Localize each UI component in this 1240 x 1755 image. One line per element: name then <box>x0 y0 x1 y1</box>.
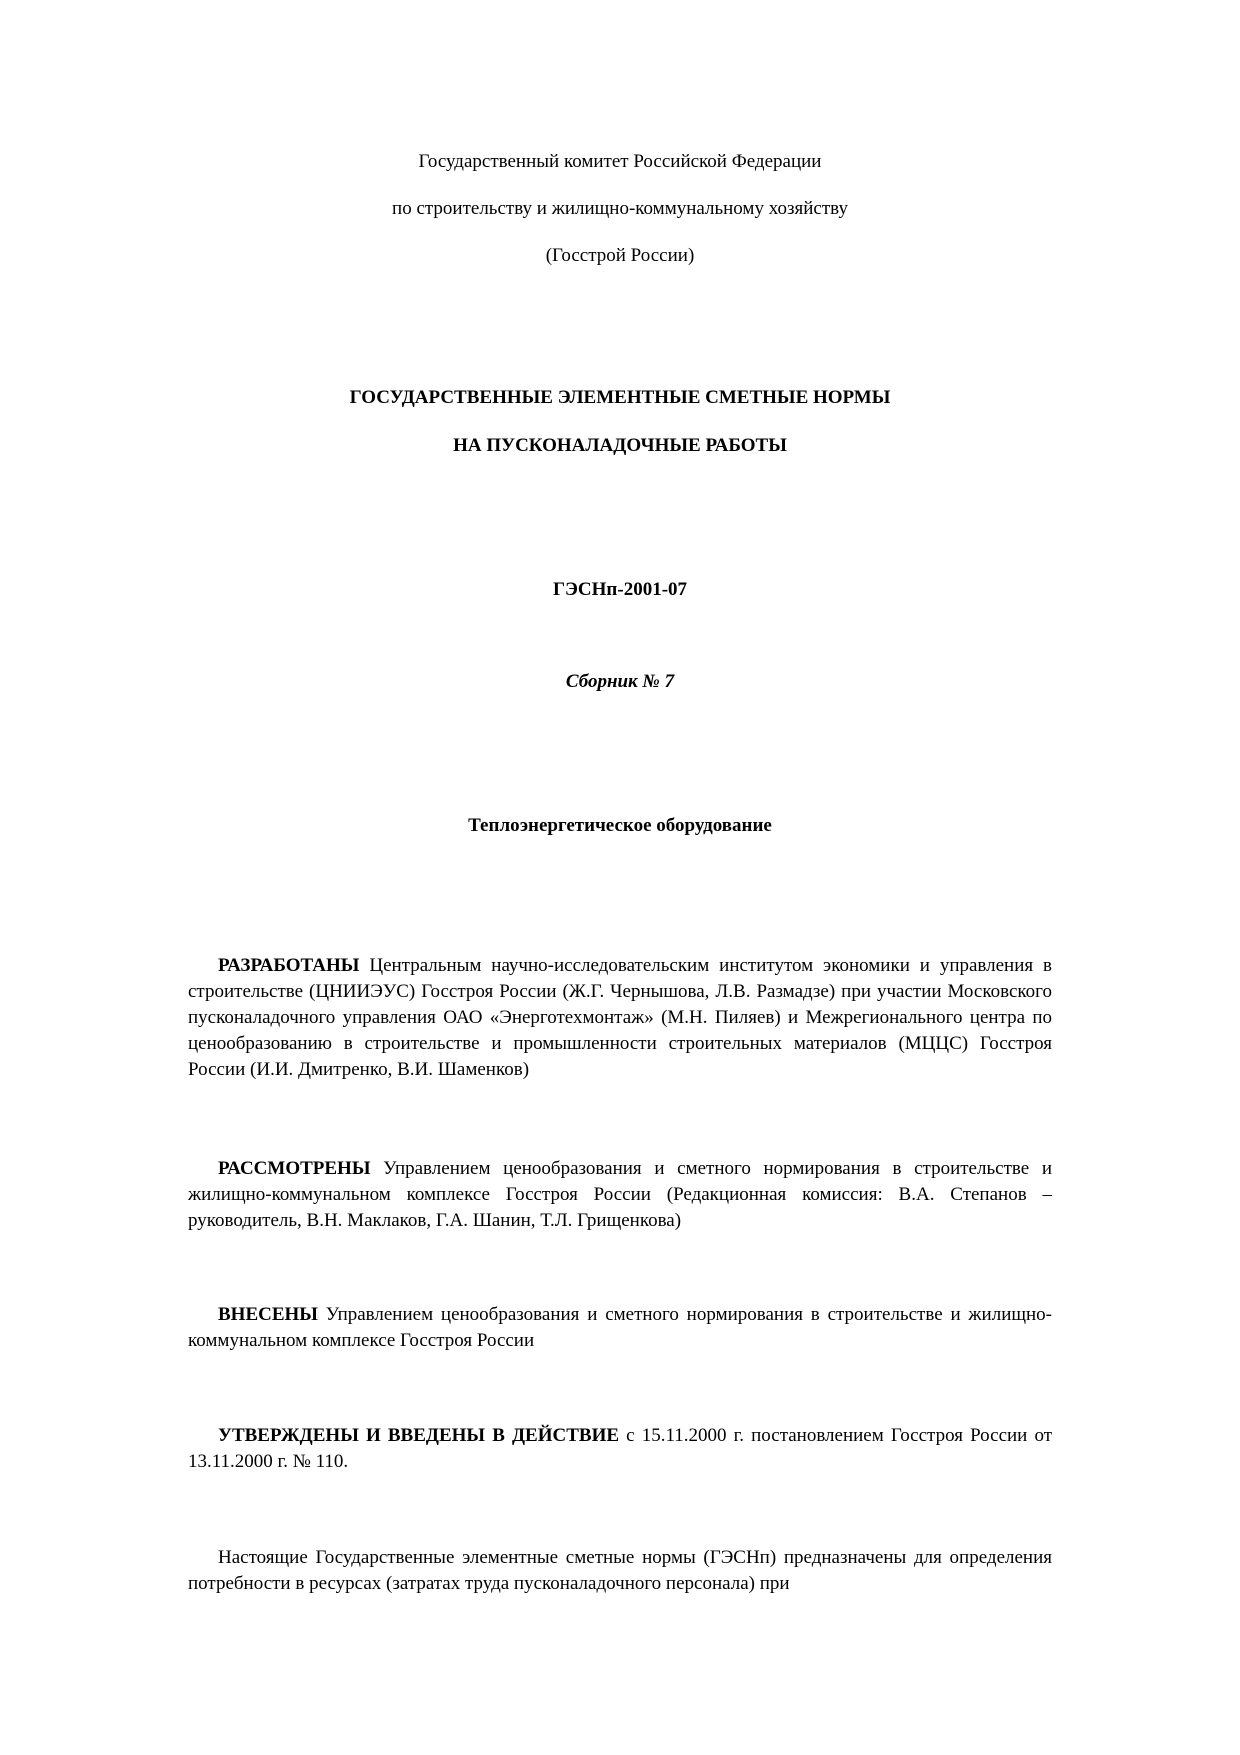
paragraph-submitted <box>188 1302 1052 1354</box>
document-code: ГЭСНп-2001-07 <box>552 579 688 600</box>
header-committee: Государственный комитет Российской Федерации <box>418 151 822 172</box>
subject-title: Теплоэнергетическое оборудование <box>468 815 772 836</box>
paragraph-reviewed <box>188 1156 1052 1234</box>
paragraph-intro <box>188 1545 1052 1597</box>
paragraph-approved <box>188 1423 1052 1475</box>
collection-number: Сборник № 7 <box>565 671 675 692</box>
header-abbrev: (Госстрой России) <box>545 245 695 266</box>
paragraph-developed <box>188 953 1052 1083</box>
paragraph-reviewed-lead: РАССМОТРЕНЫ <box>218 1158 371 1179</box>
paragraph-approved-text: с 15.11.2000 г. постановлением Госстроя России от 13.11.2000 г. № 110. <box>188 1425 1053 1472</box>
header-scope: по строительству и жилищно-коммунальному хозяйству <box>392 198 848 219</box>
paragraph-developed-lead: РАЗРАБОТАНЫ <box>218 955 360 976</box>
paragraph-submitted-text: Управлением ценообразования и сметного нормирования в строительстве и жилищно-коммунальном комплексе Госстроя России <box>188 1304 1052 1351</box>
paragraph-submitted-lead: ВНЕСЕНЫ <box>218 1304 318 1325</box>
paragraph-developed-text: Центральным научно-исследовательским институтом экономики и управления в строительстве (ЦНИИЭУС) Госстроя России (Ж.Г. Чернышова, Л.В. Размадзе) при участии Московского пусконаладочного управления ОАО «Энерготехмонтаж» (М.Н. Пиляев) и Межрегионального центра по ценообразованию в строительстве и промышленности строительных материалов (МЦЦС) Госстроя России (И.И. Дмитренко, В.И. Шаменков) <box>188 955 1052 1080</box>
paragraph-reviewed-text: Управлением ценообразования и сметного нормирования в строительстве и жилищно-коммунальном комплексе Госстроя России (Редакционная комиссия: В.А. Степанов – руководитель, В.Н. Маклаков, Г.А. Шанин, Т.Л. Грищенкова) <box>188 1158 1052 1231</box>
paragraph-intro-text: Настоящие Государственные элементные сметные нормы (ГЭСНп) предназначены для определения потребности в ресурсах (затратах труда пусконаладочного персонала) при <box>188 1547 1052 1594</box>
title-line-1: ГОСУДАРСТВЕННЫЕ ЭЛЕМЕНТНЫЕ СМЕТНЫЕ НОРМЫ <box>349 387 891 408</box>
title-line-2: НА ПУСКОНАЛАДОЧНЫЕ РАБОТЫ <box>453 435 787 456</box>
paragraph-approved-lead: УТВЕРЖДЕНЫ И ВВЕДЕНЫ В ДЕЙСТВИЕ <box>218 1425 620 1446</box>
